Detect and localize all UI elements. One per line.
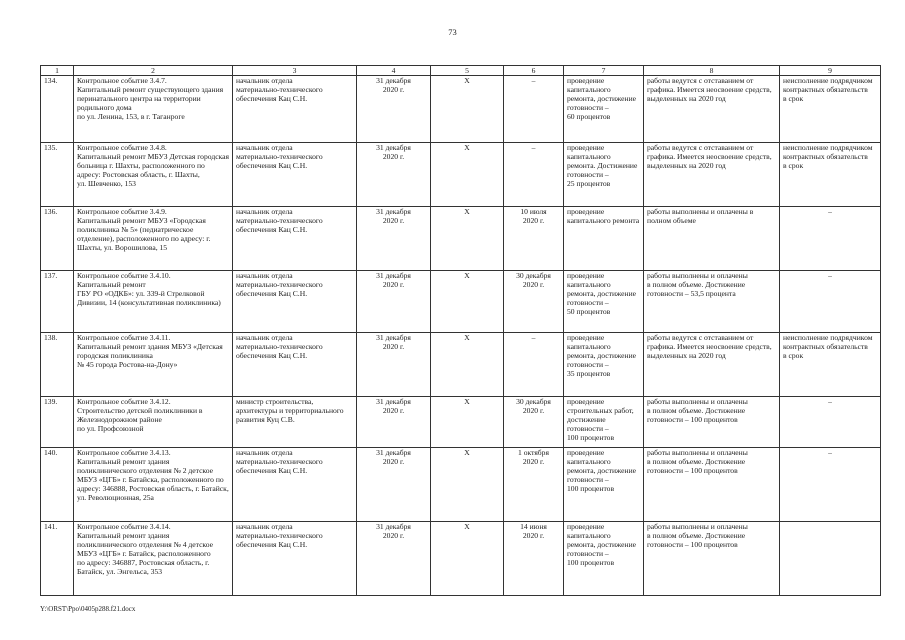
reasons-cell: – (780, 207, 881, 271)
page-number: 73 (448, 27, 457, 37)
column-header: 6 (504, 66, 564, 76)
x-cell: Х (431, 522, 504, 596)
plan-date-cell: 31 декабря 2020 г. (357, 522, 431, 596)
column-header: 5 (431, 66, 504, 76)
row-number: 140. (41, 448, 74, 522)
row-number: 135. (41, 143, 74, 207)
event-cell: Контрольное событие 3.4.11. Капитальный ремонт здания МБУЗ «Детская городская поликлиника № 45 города Ростова-на-Дону» (74, 333, 233, 397)
reasons-cell: неисполнение подрядчиком контрактных обязательств в срок (780, 333, 881, 397)
column-header: 2 (74, 66, 233, 76)
responsible-cell: начальник отдела материально-технического обеспечения Кац С.Н. (233, 448, 357, 522)
plan-date-cell: 31 декабря 2020 г. (357, 333, 431, 397)
event-cell: Контрольное событие 3.4.7. Капитальный ремонт существующего здания перинатального центра на территории родильного дома по ул. Ленина, 153, в г. Таганроге (74, 76, 233, 143)
status-cell: работы выполнены и оплачены в полном объеме. Достижение готовности – 100 процентов (644, 448, 780, 522)
event-cell: Контрольное событие 3.4.9. Капитальный ремонт МБУЗ «Городская поликлиника № 5» (педиатрическое отделение), расположенного по адресу: г. Шахты, ул. Ворошилова, 15 (74, 207, 233, 271)
reasons-cell: – (780, 448, 881, 522)
table-row (41, 76, 881, 143)
table-row (41, 522, 881, 596)
responsible-cell: начальник отдела материально-технического обеспечения Кац С.Н. (233, 143, 357, 207)
x-cell: Х (431, 76, 504, 143)
responsible-cell: начальник отдела материально-технического обеспечения Кац С.Н. (233, 207, 357, 271)
row-number: 136. (41, 207, 74, 271)
plan-date-cell: 31 декабря 2020 г. (357, 143, 431, 207)
status-cell: работы выполнены и оплачены в полном объеме. Достижение готовности – 53,5 процента (644, 271, 780, 333)
column-header: 8 (644, 66, 780, 76)
fact-date-cell: – (504, 333, 564, 397)
result-cell: проведение капитального ремонта, достижение готовности – 35 процентов (564, 333, 644, 397)
result-cell: проведение капитального ремонта, достижение готовности – 100 процентов (564, 522, 644, 596)
event-cell: Контрольное событие 3.4.10. Капитальный ремонт ГБУ РО «ОДКБ»: ул. 339-й Стрелковой Дивизии, 14 (консультативная поликлиника) (74, 271, 233, 333)
plan-date-cell: 31 декабря 2020 г. (357, 76, 431, 143)
plan-date-cell: 31 декабря 2020 г. (357, 271, 431, 333)
table-header-row (41, 66, 881, 76)
plan-date-cell: 31 декабря 2020 г. (357, 397, 431, 448)
result-cell: проведение капитального ремонта, достижение готовности – 60 процентов (564, 76, 644, 143)
responsible-cell: министр строительства, архитектуры и территориального развития Куц С.В. (233, 397, 357, 448)
event-cell: Контрольное событие 3.4.14. Капитальный ремонт здания поликлинического отделения № 4 детское МБУЗ «ЦГБ» г. Батайск, расположенного по адресу: 346887, Ростовская область, г. Батайск, ул. Энгельса, 353 (74, 522, 233, 596)
table-row (41, 333, 881, 397)
fact-date-cell: – (504, 143, 564, 207)
event-cell: Контрольное событие 3.4.13. Капитальный ремонт здания поликлинического отделения № 2 детское МБУЗ «ЦГБ» г. Батайска, расположенного по адресу: 346888, Ростовская область, г. Батайск, ул. Революционная, 25а (74, 448, 233, 522)
fact-date-cell: 14 июня 2020 г. (504, 522, 564, 596)
x-cell: Х (431, 333, 504, 397)
column-header: 9 (780, 66, 881, 76)
x-cell: Х (431, 207, 504, 271)
status-cell: работы ведутся с отставанием от графика. Имеется неосвоение средств, выделенных на 2020 год (644, 143, 780, 207)
status-cell: работы выполнены и оплачены в полном объеме. Достижение готовности – 100 процентов (644, 397, 780, 448)
event-cell: Контрольное событие 3.4.8. Капитальный ремонт МБУЗ Детская городская больница г. Шахты, расположенного по адресу: Ростовская область, г. Шахты, ул. Шевченко, 153 (74, 143, 233, 207)
fact-date-cell: 30 декабря 2020 г. (504, 271, 564, 333)
result-cell: проведение капитального ремонта (564, 207, 644, 271)
table-row (41, 448, 881, 522)
status-cell: работы ведутся с отставанием от графика. Имеется неосвоение средств, выделенных на 2020 год (644, 333, 780, 397)
status-cell: работы ведутся с отставанием от графика. Имеется неосвоение средств, выделенных на 2020 год (644, 76, 780, 143)
event-cell: Контрольное событие 3.4.12. Строительство детской поликлиники в Железнодорожном районе по ул. Профсоюзной (74, 397, 233, 448)
responsible-cell: начальник отдела материально-технического обеспечения Кац С.Н. (233, 522, 357, 596)
plan-date-cell: 31 декабря 2020 г. (357, 448, 431, 522)
column-header: 1 (41, 66, 74, 76)
result-cell: проведение капитального ремонта, достижение готовности – 50 процентов (564, 271, 644, 333)
reasons-cell: – (780, 397, 881, 448)
status-cell: работы выполнены и оплачены в полном объеме (644, 207, 780, 271)
fact-date-cell: – (504, 76, 564, 143)
reasons-cell: неисполнение подрядчиком контрактных обязательств в срок (780, 76, 881, 143)
reasons-cell: неисполнение подрядчиком контрактных обязательств в срок (780, 143, 881, 207)
column-header: 4 (357, 66, 431, 76)
responsible-cell: начальник отдела материально-технического обеспечения Кац С.Н. (233, 271, 357, 333)
reasons-cell: – (780, 271, 881, 333)
column-header: 7 (564, 66, 644, 76)
responsible-cell: начальник отдела материально-технического обеспечения Кац С.Н. (233, 333, 357, 397)
status-cell: работы выполнены и оплачены в полном объеме. Достижение готовности – 100 процентов (644, 522, 780, 596)
row-number: 134. (41, 76, 74, 143)
fact-date-cell: 1 октября 2020 г. (504, 448, 564, 522)
row-number: 141. (41, 522, 74, 596)
x-cell: Х (431, 271, 504, 333)
column-header: 3 (233, 66, 357, 76)
fact-date-cell: 10 июля 2020 г. (504, 207, 564, 271)
reasons-cell (780, 522, 881, 596)
x-cell: Х (431, 397, 504, 448)
table-row (41, 271, 881, 333)
control-events-table (40, 65, 881, 596)
table-row (41, 397, 881, 448)
x-cell: Х (431, 448, 504, 522)
plan-date-cell: 31 декабря 2020 г. (357, 207, 431, 271)
responsible-cell: начальник отдела материально-технического обеспечения Кац С.Н. (233, 76, 357, 143)
result-cell: проведение капитального ремонта, достижение готовности – 100 процентов (564, 448, 644, 522)
footer-file-path: Y:\ORST\Ppo\0405p288.f21.docx (40, 605, 136, 613)
fact-date-cell: 30 декабря 2020 г. (504, 397, 564, 448)
row-number: 138. (41, 333, 74, 397)
result-cell: проведение строительных работ, достижение готовности – 100 процентов (564, 397, 644, 448)
row-number: 137. (41, 271, 74, 333)
x-cell: Х (431, 143, 504, 207)
result-cell: проведение капитального ремонта. Достижение готовности – 25 процентов (564, 143, 644, 207)
table-row (41, 207, 881, 271)
table-row (41, 143, 881, 207)
row-number: 139. (41, 397, 74, 448)
